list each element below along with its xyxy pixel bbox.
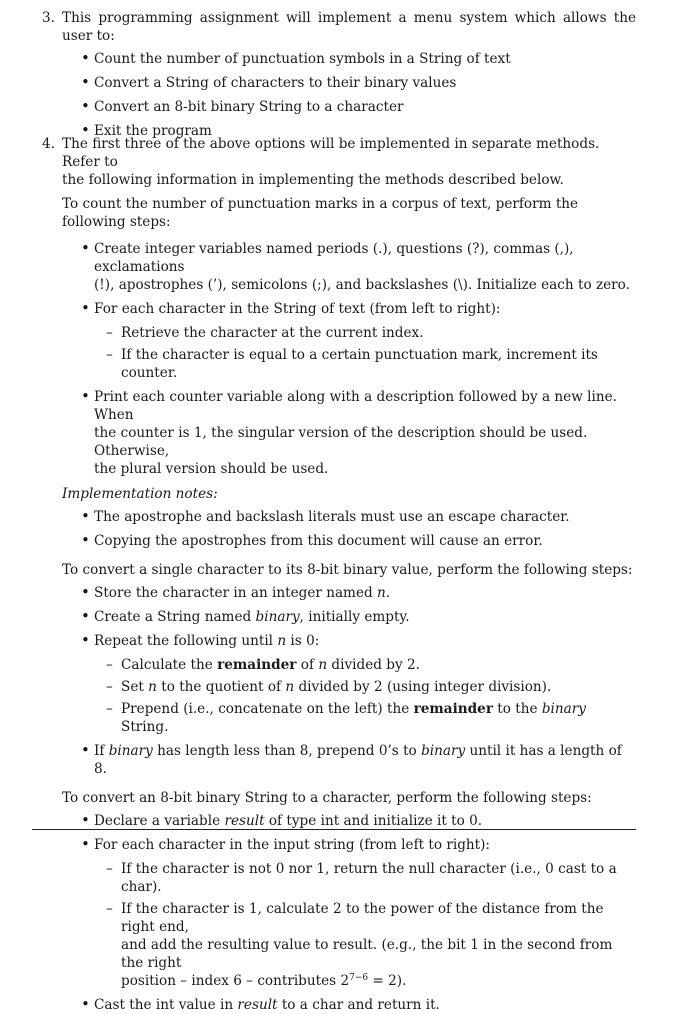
list-item: • The apostrophe and backslash literals must use an escape character. [62,508,636,526]
list-item: • Count the number of punctuation symbols in a String of text [62,50,636,68]
list-item: • Create a String named binary, initially empty. [62,608,636,626]
sub-list-item: – Retrieve the character at the current index. [62,324,636,342]
item-intro-line: the following information in implementing the methods described below. [62,172,564,188]
list-item: • Convert an 8-bit binary String to a character [62,98,636,116]
count-steps-list [62,240,636,478]
sub-list [62,656,636,736]
sub-list-item: – Calculate the remainder of n divided by 2. [62,656,636,674]
item-intro-line: The first three of the above options will be implemented in separate methods. Refer to [62,136,600,170]
section-heading: To convert a single character to its 8-bit binary value, perform the following steps: [62,562,633,578]
list-item: • For each character in the input string (from left to right): – If the character is not 0 nor 1, return the null character (i.e., 0 cast to a char). – If the character is 1, calculate 2 to the power of the distance from the right end, and add the resulting value to result. (e.g., the bit 1 in the second from the right position – index 6 – contributes $2^{7-6} = 2$). [62,836,636,990]
section-heading: To convert an 8-bit binary String to a character, perform the following steps: [62,790,592,806]
list-item: • If binary has length less than 8, prepend 0’s to binary until it has a length of 8. [62,742,636,778]
list-item: • Print each counter variable along with a description followed by a new line. When the counter is 1, the singular version of the description should be used. Otherwise, the plural version should be used. [62,388,636,478]
list-item: • Copying the apostrophes from this document will cause an error. [62,532,636,550]
sub-list-item: – If the character is not 0 nor 1, return the null character (i.e., 0 cast to a char). [62,860,636,896]
list-item: • Declare a variable result of type int and initialize it to 0. [62,812,636,830]
list-item: • Store the character in an integer named n. [62,584,636,602]
sub-list-item: – If the character is equal to a certain punctuation mark, increment its counter. [62,346,636,382]
sub-list-item: – Set n to the quotient of n divided by 2 (using integer division). [62,678,636,696]
list-item: • Create integer variables named periods (.), questions (?), commas (,), exclamations (!), apostrophes (’), semicolons (;), and backslashes (\). Initialize each to zero. [62,240,636,294]
sub-list-item: – If the character is 1, calculate 2 to the power of the distance from the right end, and add the resulting value to result. (e.g., the bit 1 in the second from the right position – index 6 – contributes $2^{7-6} = 2$). [62,900,636,990]
bottom-rule [32,829,636,830]
item-4 [42,135,636,1014]
item-3 [42,9,636,140]
list-item: • For each character in the String of text (from left to right): – Retrieve the character at the current index. – If the character is equal to a certain punctuation mark, increment its counter. [62,300,636,382]
item-number: 4. [42,136,55,152]
list-item: • Exit the program [62,122,636,140]
item-number: 3. [42,10,55,26]
list-item: • Convert a String of characters to their binary values [62,74,636,92]
notes-list [62,508,636,550]
binary-steps-list [62,584,636,778]
notes-heading: Implementation notes: [62,486,218,502]
menu-options-list [62,50,636,140]
list-item: • Cast the int value in result to a char and return it. [62,996,636,1014]
list-item: • Repeat the following until n is 0: – Calculate the remainder of n divided by 2. – Set n to the quotient of n divided by 2 (using integer division). – Prepend (i.e., concatenate on the left) the remainder to the binary String. [62,632,636,736]
sub-list [62,324,636,382]
char-steps-list [62,812,636,1014]
sub-list-item: – Prepend (i.e., concatenate on the left) the remainder to the binary String. [62,700,636,736]
item-intro: This programming assignment will implement a menu system which allows the user to: [62,10,636,44]
section-heading: To count the number of punctuation marks in a corpus of text, perform the following steps: [62,196,579,230]
sub-list [62,860,636,990]
